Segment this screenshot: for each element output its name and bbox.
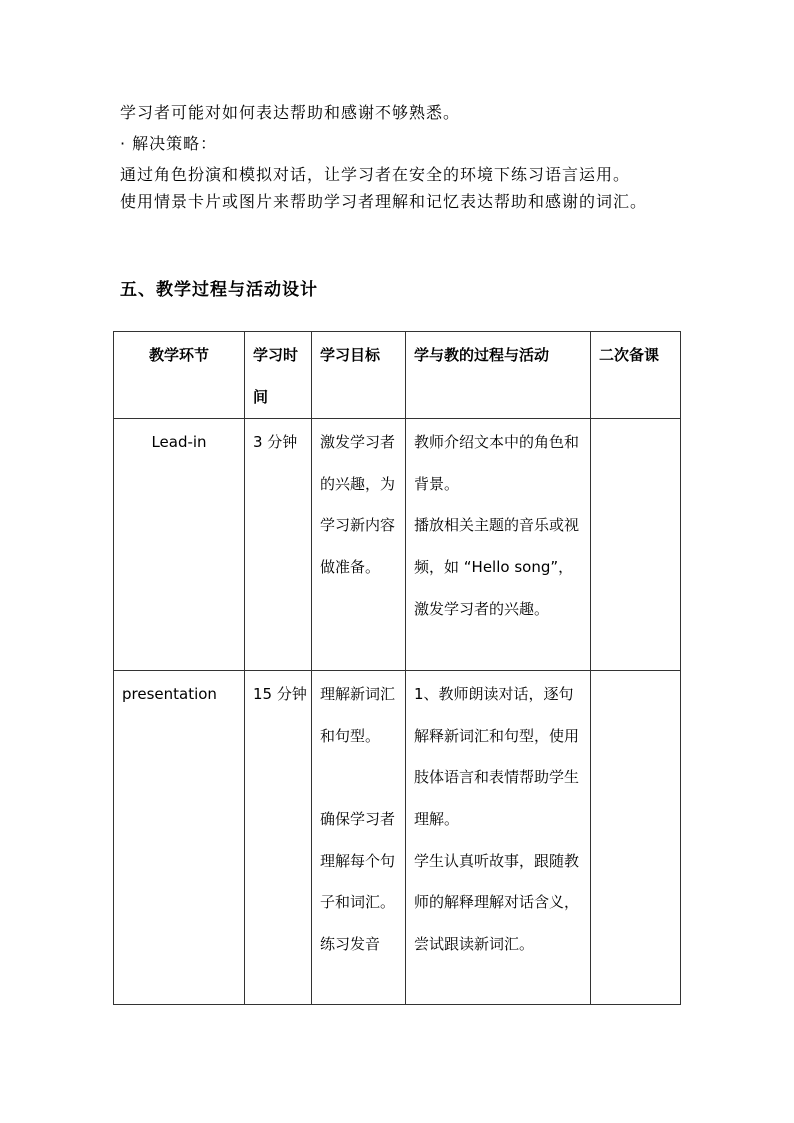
process-item: 学生认真听故事，跟随教师的解释理解对话含义，尝试跟读新词汇。 — [414, 851, 580, 953]
cell-stage: presentation — [114, 671, 245, 1005]
paragraph-strategy-label: · 解决策略： — [120, 134, 218, 153]
paragraph-difficulty: 学习者可能对如何表达帮助和感谢不够熟悉。 — [120, 103, 461, 122]
process-item: 1、教师朗读对话，逐句解释新词汇和句型，使用肢体语言和表情帮助学生理解。 — [414, 685, 580, 828]
cell-time: 3 分钟 — [245, 419, 312, 671]
cell-goal — [312, 671, 406, 1005]
header-process: 学与教的过程与活动 — [406, 332, 591, 419]
paragraph-strategy-roleplay: 通过角色扮演和模拟对话，让学习者在安全的环境下练习语言运用。 — [120, 165, 631, 184]
process-item: 播放相关主题的音乐或视频，如 “Hello song”，激发学习者的兴趣。 — [414, 516, 580, 618]
cell-process — [406, 419, 591, 671]
table-row — [114, 671, 681, 1005]
paragraph-strategy-cards: 使用情景卡片或图片来帮助学习者理解和记忆表达帮助和感谢的词汇。 — [120, 192, 648, 211]
cell-process — [406, 671, 591, 1005]
cell-notes — [591, 419, 681, 671]
goal-text: 理解新词汇和句型。 — [320, 685, 396, 745]
cell-goal — [312, 419, 406, 671]
table-header-row — [114, 332, 681, 419]
section-heading: 五、教学过程与活动设计 — [120, 280, 318, 300]
cell-notes — [591, 671, 681, 1005]
goal-text: 激发学习者的兴趣，为学习新内容做准备。 — [320, 433, 396, 576]
teaching-process-table — [113, 331, 681, 1005]
goal-text: 练习发音 — [320, 934, 381, 953]
goal-text: 确保学习者理解每个句子和词汇。 — [320, 809, 396, 912]
process-item: 教师介绍文本中的角色和背景。 — [414, 433, 580, 493]
cell-stage: Lead-in — [114, 419, 245, 671]
header-goal: 学习目标 — [312, 332, 406, 419]
header-stage: 教学环节 — [114, 332, 245, 419]
header-time: 学习时间 — [245, 332, 312, 419]
cell-time: 15 分钟 — [245, 671, 312, 1005]
table-row — [114, 419, 681, 671]
header-notes: 二次备课 — [591, 332, 681, 419]
